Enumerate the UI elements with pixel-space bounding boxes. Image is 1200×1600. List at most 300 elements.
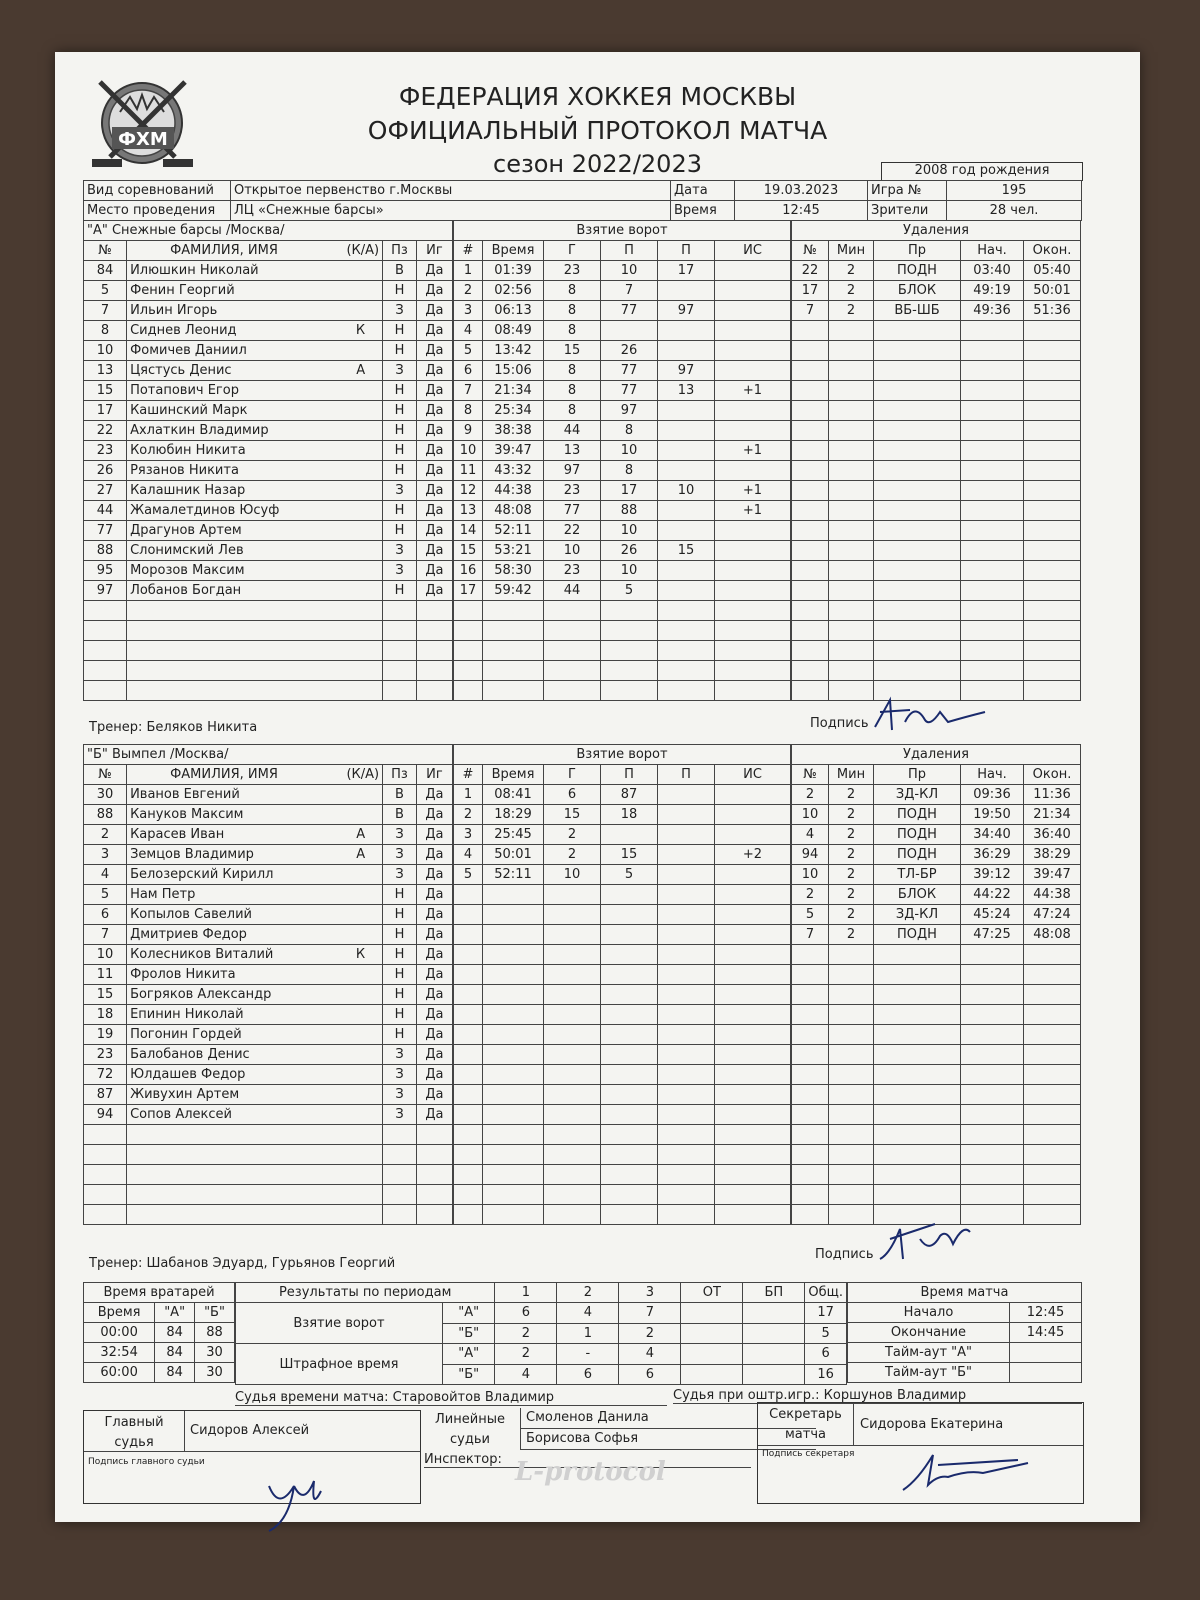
penalty-player (792, 461, 829, 481)
penalty-end (1024, 1045, 1081, 1065)
pen-b-bp (743, 1364, 805, 1385)
penalty-row (792, 661, 1081, 681)
penalty-start: 36:29 (961, 845, 1024, 865)
player-position: З (383, 825, 417, 845)
penalty-minutes: 2 (829, 865, 874, 885)
goal-assist-2 (658, 1105, 715, 1125)
gk-time: 60:00 (84, 1363, 155, 1383)
goal-row (454, 621, 791, 641)
gk-b: 30 (195, 1343, 235, 1363)
goal-strength (715, 1165, 791, 1185)
goal-strength (715, 1005, 791, 1025)
goal-assist-2 (658, 1205, 715, 1225)
goal-time: 02:56 (483, 281, 544, 301)
goal-scorer: 8 (544, 361, 601, 381)
goal-assist-2 (658, 661, 715, 681)
start-label: Начало (848, 1303, 1010, 1323)
goal-row (454, 421, 791, 441)
match-info-table (83, 180, 1082, 221)
game-label: Игра № (868, 181, 947, 201)
timekeeper: Судья времени матча: Старовойтов Владимир (235, 1390, 667, 1406)
penalty-start (961, 441, 1024, 461)
penalty-start: 44:22 (961, 885, 1024, 905)
goal-assist-1: 26 (601, 541, 658, 561)
team-b-penalties (791, 744, 1081, 1225)
player-name (127, 681, 383, 701)
goal-strength (715, 661, 791, 681)
player-name (127, 441, 383, 461)
penalty-reason: ТЛ-БР (874, 865, 961, 885)
goal-assist-2 (658, 1145, 715, 1165)
goal-assist-1: 10 (601, 261, 658, 281)
pen-a-total: 6 (805, 1344, 847, 1365)
player-position: Н (383, 461, 417, 481)
player-position: Н (383, 985, 417, 1005)
goal-row (454, 785, 791, 805)
player-number: 26 (84, 461, 127, 481)
player-name (127, 965, 383, 985)
penalty-start (961, 1025, 1024, 1045)
penalty-minutes (829, 945, 874, 965)
goal-time (483, 681, 544, 701)
player-row (84, 985, 453, 1005)
player-played (416, 681, 452, 701)
player-row (84, 301, 453, 321)
penalty-row (792, 1045, 1081, 1065)
player-row (84, 361, 453, 381)
goal-strength (715, 945, 791, 965)
player-number: 10 (84, 945, 127, 965)
goal-assist-1 (601, 1125, 658, 1145)
goal-strength (715, 825, 791, 845)
player-played (416, 1185, 452, 1205)
line-judge-1: Смоленов Данила (520, 1408, 816, 1429)
goal-row (454, 985, 791, 1005)
goal-assist-1: 8 (601, 421, 658, 441)
player-number: 5 (84, 885, 127, 905)
goal-number (454, 621, 483, 641)
penalty-minutes: 2 (829, 785, 874, 805)
penalty-minutes (829, 1025, 874, 1045)
penalty-player: 22 (792, 261, 829, 281)
penalty-minutes (829, 621, 874, 641)
penalty-player (792, 641, 829, 661)
goal-assist-1: 5 (601, 865, 658, 885)
goal-row (454, 381, 791, 401)
captain-mark: К (355, 947, 366, 962)
goals-a-ot (681, 1303, 743, 1324)
penalty-row (792, 621, 1081, 641)
penalty-minutes: 2 (829, 261, 874, 281)
player-name (127, 341, 383, 361)
goal-strength (715, 521, 791, 541)
goal-scorer: 23 (544, 561, 601, 581)
goal-time (483, 621, 544, 641)
penalty-end (1024, 421, 1081, 441)
player-played: Да (416, 825, 452, 845)
goal-strength (715, 681, 791, 701)
player-position: Н (383, 905, 417, 925)
goal-time: 50:01 (483, 845, 544, 865)
penalty-player (792, 401, 829, 421)
penalty-start (961, 1185, 1024, 1205)
goal-scorer (544, 601, 601, 621)
team-a-title: "А" Снежные барсы /Москва/ (84, 221, 453, 241)
penalty-player: 10 (792, 865, 829, 885)
penalty-minutes (829, 461, 874, 481)
player-name-text: Ахлаткин Владимир (130, 423, 269, 438)
team-b-coach-signature (875, 1214, 975, 1264)
goals-a-label: "А" (443, 1303, 495, 1324)
goal-scorer: 8 (544, 281, 601, 301)
player-row (84, 1065, 453, 1085)
goal-scorer: 8 (544, 321, 601, 341)
goal-row (454, 481, 791, 501)
penalty-end (1024, 601, 1081, 621)
goal-number: 4 (454, 321, 483, 341)
goals-a-2: 4 (557, 1303, 619, 1324)
period-3: 3 (619, 1283, 681, 1303)
player-position: Н (383, 341, 417, 361)
player-name (127, 561, 383, 581)
penalty-reason: ПОДН (874, 261, 961, 281)
goal-number: 3 (454, 301, 483, 321)
goal-assist-2 (658, 601, 715, 621)
goal-row (454, 1185, 791, 1205)
penalty-end: 39:47 (1024, 865, 1081, 885)
penalty-minutes (829, 581, 874, 601)
goal-row (454, 641, 791, 661)
penalty-start: 49:19 (961, 281, 1024, 301)
pen-a-ot (681, 1344, 743, 1365)
goal-number (454, 1005, 483, 1025)
penalty-end (1024, 1125, 1081, 1145)
player-position: З (383, 865, 417, 885)
player-played: Да (416, 461, 452, 481)
penalty-reason (874, 1045, 961, 1065)
player-row (84, 461, 453, 481)
goal-number (454, 1065, 483, 1085)
player-name-text: Фролов Никита (130, 967, 236, 982)
penalty-start (961, 1005, 1024, 1025)
penalty-reason: ВБ-ШБ (874, 301, 961, 321)
player-row (84, 945, 453, 965)
player-name (127, 785, 383, 805)
goal-time: 15:06 (483, 361, 544, 381)
col-p2: П (658, 765, 715, 785)
goal-assist-2 (658, 885, 715, 905)
goal-assist-2 (658, 401, 715, 421)
player-row (84, 785, 453, 805)
place-label: Место проведения (84, 201, 231, 221)
penalty-end (1024, 401, 1081, 421)
penalty-end (1024, 561, 1081, 581)
player-name (127, 421, 383, 441)
goal-assist-1 (601, 965, 658, 985)
goal-scorer (544, 641, 601, 661)
end-label: Окончание (848, 1323, 1010, 1343)
player-position: З (383, 1085, 417, 1105)
goal-scorer: 23 (544, 261, 601, 281)
col-pr: Пр (874, 241, 961, 261)
player-row (84, 621, 453, 641)
player-name-text: Драгунов Артем (130, 523, 242, 538)
penalty-reason (874, 461, 961, 481)
goal-assist-2 (658, 1065, 715, 1085)
player-name-text: Рязанов Никита (130, 463, 239, 478)
player-row (84, 641, 453, 661)
penalty-minutes (829, 985, 874, 1005)
penalty-start (961, 461, 1024, 481)
goal-number (454, 1205, 483, 1225)
player-position: З (383, 481, 417, 501)
goal-assist-2 (658, 925, 715, 945)
penalty-row (792, 965, 1081, 985)
penalty-minutes (829, 1005, 874, 1025)
penalty-reason (874, 501, 961, 521)
goal-number: 16 (454, 561, 483, 581)
goal-scorer: 77 (544, 501, 601, 521)
penalty-minutes (829, 601, 874, 621)
player-name-text: Слонимский Лев (130, 543, 244, 558)
goal-number (454, 1165, 483, 1185)
goal-time: 43:32 (483, 461, 544, 481)
goal-strength (715, 561, 791, 581)
time-value: 12:45 (735, 201, 868, 221)
penalty-minutes: 2 (829, 925, 874, 945)
player-row (84, 661, 453, 681)
player-row (84, 825, 453, 845)
svg-text:ФХМ: ФХМ (118, 129, 168, 150)
secretary-label1: Секретарь (769, 1407, 842, 1422)
penalty-reason: БЛОК (874, 281, 961, 301)
player-name (127, 1085, 383, 1105)
player-name-text: Потапович Егор (130, 383, 239, 398)
gk-rows (84, 1323, 235, 1383)
goal-scorer: 23 (544, 481, 601, 501)
goal-assist-2: 97 (658, 301, 715, 321)
goal-assist-1 (601, 321, 658, 341)
goals-title: Взятие ворот (454, 745, 791, 765)
goal-time (483, 985, 544, 1005)
col-min: Мин (829, 241, 874, 261)
date-label: Дата (671, 181, 735, 201)
goal-scorer: 44 (544, 581, 601, 601)
player-played: Да (416, 581, 452, 601)
goal-assist-1 (601, 1085, 658, 1105)
player-name (127, 1165, 383, 1185)
period-1: 1 (495, 1283, 557, 1303)
goal-strength (715, 341, 791, 361)
player-position: Н (383, 501, 417, 521)
player-played (416, 1145, 452, 1165)
player-name (127, 1005, 383, 1025)
goal-scorer: 10 (544, 541, 601, 561)
pen-row-label: Штрафное время (236, 1344, 443, 1385)
penalty-player (792, 1125, 829, 1145)
player-name-text: Балобанов Денис (130, 1047, 250, 1062)
goal-time (483, 1065, 544, 1085)
goal-row (454, 521, 791, 541)
player-played: Да (416, 785, 452, 805)
player-position: В (383, 261, 417, 281)
player-name (127, 805, 383, 825)
goal-assist-2: 13 (658, 381, 715, 401)
goal-row (454, 1005, 791, 1025)
protocol-sheet (55, 52, 1140, 1522)
goal-number: 1 (454, 261, 483, 281)
player-name-text: Морозов Максим (130, 563, 245, 578)
penalty-row (792, 341, 1081, 361)
player-played: Да (416, 541, 452, 561)
goal-scorer (544, 1065, 601, 1085)
player-played: Да (416, 281, 452, 301)
goal-assist-1 (601, 1145, 658, 1165)
col-is: ИС (715, 241, 791, 261)
penalty-row (792, 1105, 1081, 1125)
player-number: 13 (84, 361, 127, 381)
goal-row (454, 661, 791, 681)
gk-h-time: Время (84, 1303, 155, 1323)
goal-assist-1: 87 (601, 785, 658, 805)
main-ref-name: Сидоров Алексей (190, 1423, 310, 1438)
player-row (84, 1025, 453, 1045)
penalty-player: 2 (792, 785, 829, 805)
goal-row (454, 1145, 791, 1165)
player-name (127, 905, 383, 925)
penalty-start: 34:40 (961, 825, 1024, 845)
period-total: Общ. (805, 1283, 847, 1303)
player-name-text: Кануков Максим (130, 807, 244, 822)
player-name-text: Сопов Алексей (130, 1107, 232, 1122)
pen-a-1: 2 (495, 1344, 557, 1365)
player-name-text: Колесников Виталий (130, 947, 274, 962)
penalty-minutes (829, 361, 874, 381)
goal-scorer (544, 1205, 601, 1225)
goal-strength (715, 361, 791, 381)
penalty-row (792, 441, 1081, 461)
penalty-end (1024, 581, 1081, 601)
goal-strength: +1 (715, 501, 791, 521)
player-row (84, 341, 453, 361)
penalty-row (792, 1005, 1081, 1025)
player-row (84, 601, 453, 621)
penalty-start (961, 321, 1024, 341)
player-row (84, 1145, 453, 1165)
player-position: З (383, 301, 417, 321)
penalty-end (1024, 461, 1081, 481)
team-b-goal-rows (454, 785, 791, 1225)
secretary-label2: матча (785, 1427, 826, 1442)
birth-year: 2008 год рождения (881, 162, 1083, 181)
penalty-start: 47:25 (961, 925, 1024, 945)
goals-a-total: 17 (805, 1303, 847, 1324)
goal-assist-1: 10 (601, 441, 658, 461)
player-position: Н (383, 441, 417, 461)
player-name (127, 381, 383, 401)
penalty-end (1024, 521, 1081, 541)
pen-b-2: 6 (557, 1364, 619, 1385)
penalty-start (961, 1125, 1024, 1145)
penalty-row (792, 1085, 1081, 1105)
player-number: 88 (84, 805, 127, 825)
player-name (127, 1045, 383, 1065)
penalty-reason (874, 341, 961, 361)
goal-row (454, 1045, 791, 1065)
penalty-end: 38:29 (1024, 845, 1081, 865)
goalie-time-table (83, 1282, 235, 1383)
pen-a-3: 4 (619, 1344, 681, 1365)
goal-assist-1 (601, 621, 658, 641)
penalty-reason (874, 1025, 961, 1045)
goal-assist-2: 17 (658, 261, 715, 281)
col-pnum: № (792, 765, 829, 785)
player-row (84, 521, 453, 541)
col-time: Время (483, 241, 544, 261)
penalty-row (792, 905, 1081, 925)
penalty-minutes (829, 641, 874, 661)
player-name-text: Калашник Назар (130, 483, 246, 498)
player-name (127, 1145, 383, 1165)
player-number: 77 (84, 521, 127, 541)
goal-strength (715, 1185, 791, 1205)
goal-number (454, 661, 483, 681)
goal-scorer (544, 925, 601, 945)
penalty-end (1024, 481, 1081, 501)
player-number: 10 (84, 341, 127, 361)
player-position (383, 661, 417, 681)
player-played: Да (416, 1045, 452, 1065)
goal-scorer: 22 (544, 521, 601, 541)
captain-mark: А (356, 363, 366, 378)
penalty-row (792, 301, 1081, 321)
federation-title: ФЕДЕРАЦИЯ ХОККЕЯ МОСКВЫ (398, 82, 797, 111)
player-name (127, 1125, 383, 1145)
player-played (416, 601, 452, 621)
secretary-box (757, 1402, 1084, 1504)
player-row (84, 581, 453, 601)
goal-row (454, 401, 791, 421)
penalty-end (1024, 621, 1081, 641)
player-position: Н (383, 421, 417, 441)
goal-row (454, 865, 791, 885)
penalty-row (792, 825, 1081, 845)
penalty-minutes: 2 (829, 885, 874, 905)
penalty-row (792, 361, 1081, 381)
penalty-reason (874, 1065, 961, 1085)
goal-assist-1 (601, 661, 658, 681)
goal-strength: +2 (715, 845, 791, 865)
goal-row (454, 905, 791, 925)
col-played: Иг (416, 241, 452, 261)
player-name-text: Колюбин Никита (130, 443, 246, 458)
penalty-start (961, 581, 1024, 601)
goals-b-ot (681, 1323, 743, 1344)
goal-time (483, 905, 544, 925)
player-position (383, 1165, 417, 1185)
penalty-minutes (829, 1045, 874, 1065)
player-number: 30 (84, 785, 127, 805)
player-row (84, 501, 453, 521)
player-name (127, 261, 383, 281)
goal-row (454, 281, 791, 301)
goal-row (454, 301, 791, 321)
penalty-player (792, 1145, 829, 1165)
penalty-start (961, 361, 1024, 381)
goal-assist-2: 10 (658, 481, 715, 501)
player-name-text: Жамалетдинов Юсуф (130, 503, 280, 518)
goal-assist-2: 15 (658, 541, 715, 561)
